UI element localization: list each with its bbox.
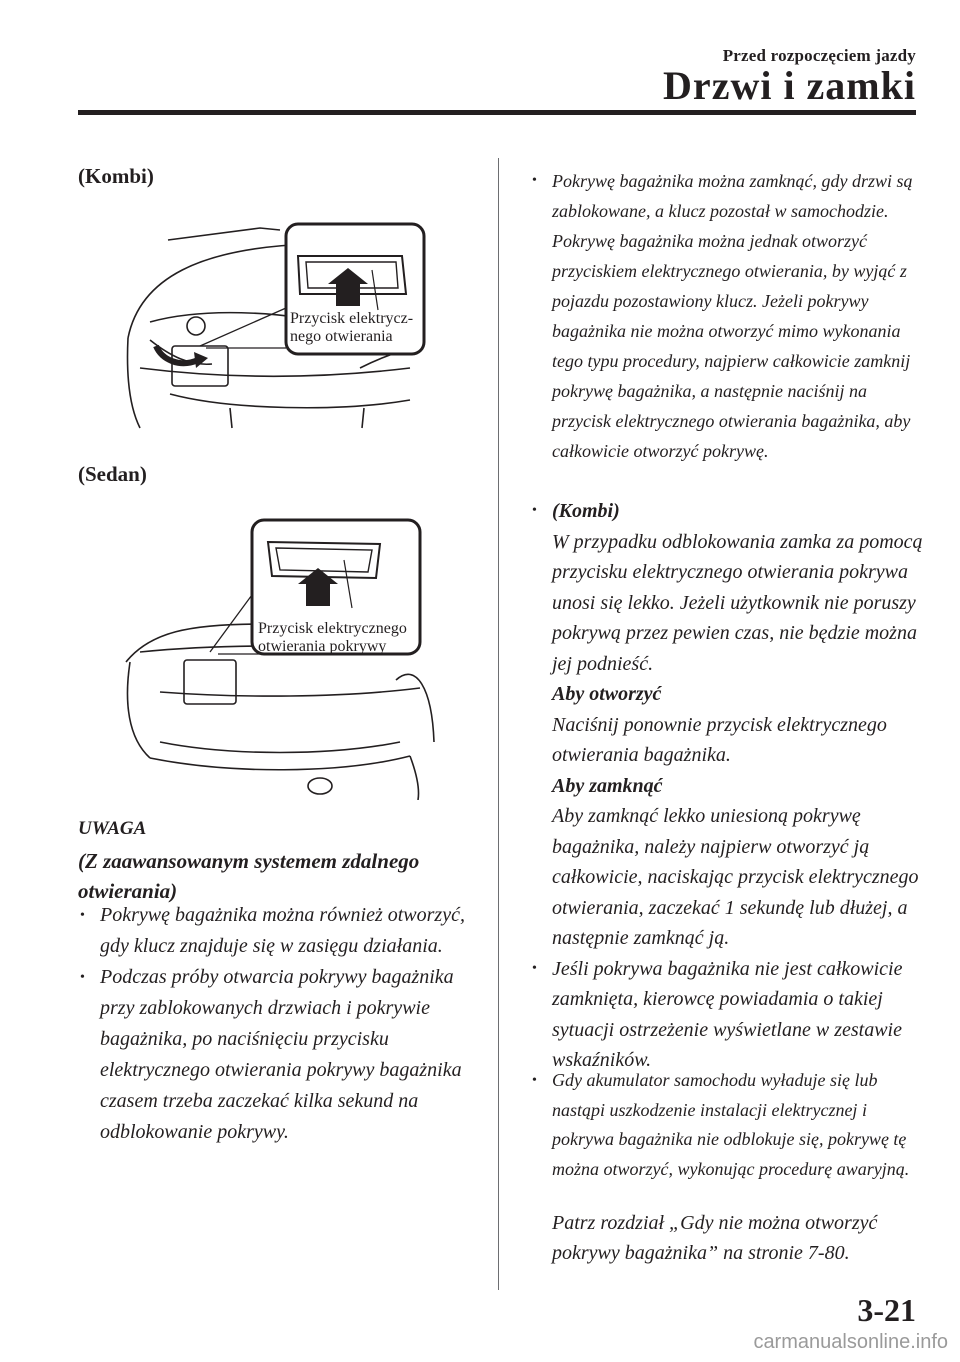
column-divider [498, 158, 499, 1290]
section-header: Przed rozpoczęciem jazdy [722, 46, 916, 65]
open-label: Aby otworzyć [552, 683, 662, 705]
header-rule [78, 110, 916, 115]
list-item-kombi [530, 496, 930, 954]
note-label: UWAGA [78, 818, 147, 839]
kombi-callout: Przycisk elektrycz- nego otwierania [290, 310, 414, 345]
note-list-right-3 [530, 1066, 930, 1184]
kombi-heading: (Kombi) [78, 164, 154, 188]
note-list-left [78, 900, 488, 1148]
close-label: Aby zamknąć [552, 774, 663, 797]
list-item: • Gdy akumulator samochodu wyładuje się lub nastąpi uszkodzenie instalacji elektrycznej i pokrywa bagażnika nie odblokuje się, pokrywę tę można otworzyć, wykonując procedurę awaryjną. [530, 1066, 930, 1184]
sedan-heading: (Sedan) [78, 462, 147, 486]
list-item: • Jeśli pokrywa bagażnika nie jest całkowicie zamknięta, kierowcę powiadamia o takiej sytuacji ostrzeżenie wyświetlane w zestawie wskaźników. [530, 954, 930, 1076]
kombi-label: • (Kombi) [552, 500, 620, 522]
note-condition: (Z zaawansowanym systemem zdalnego otwierania) [78, 849, 420, 903]
open-text: Naciśnij ponownie przycisk elektrycznego otwierania bagażnika. [552, 713, 887, 766]
watermark: carmanualsonline.info [753, 1331, 948, 1353]
list-item: • Podczas próby otwarcia pokrywy bagażnika przy zablokowanych drzwiach i pokrywie bagażnika, po naciśnięciu przycisku elektrycznego otwierania pokrywy bagażnika czasem trzeba zaczekać kilka sekund na odblokowanie pokrywy. [78, 962, 488, 1148]
page-title: Drzwi i zamki [663, 63, 916, 108]
sedan-callout: Przycisk elektrycznego otwierania pokrywy [258, 620, 407, 655]
note-list-right-2 [530, 496, 930, 1076]
close-text: Aby zamknąć lekko uniesioną pokrywę bagażnika, należy najpierw otworzyć ją całkowicie, naciskając przycisk elektrycznego otwierania, zaczekać 1 sekundę lub dłużej, a następnie zamknąć ją. [552, 805, 919, 949]
list-item: • Pokrywę bagażnika można zamknąć, gdy drzwi są zablokowane, a klucz pozostał w samochodzie. Pokrywę bagażnika można jednak otworzyć przyciskiem elektrycznego otwierania, by wyjąć z pojazdu pozostawiony klucz. Jeżeli pokrywy bagażnika nie można otworzyć mimo wykonania tego typu procedury, najpierw całkowicie zamknij pokrywę bagażnika, a następnie naciśnij na przycisk elektrycznego otwierania bagażnika, aby całkowicie otworzyć pokrywę. [530, 166, 930, 466]
battery-reference: Patrz rozdział „Gdy nie można otworzyć pokrywy bagażnika” na stronie 7-80. [552, 1212, 878, 1264]
page-number: 3-21 [857, 1292, 916, 1328]
list-item: • Pokrywę bagażnika można również otworzyć, gdy klucz znajduje się w zasięgu działania. [78, 900, 488, 962]
sedan-illustration [120, 512, 436, 800]
kombi-text: W przypadku odblokowania zamka za pomocą przycisku elektrycznego otwierania pokrywa unosi się lekko. Jeżeli użytkownik nie poruszy pokrywą przez pewien czas, nie będzie można jej podnieść. [552, 530, 923, 675]
note-list-right-1 [530, 166, 930, 466]
